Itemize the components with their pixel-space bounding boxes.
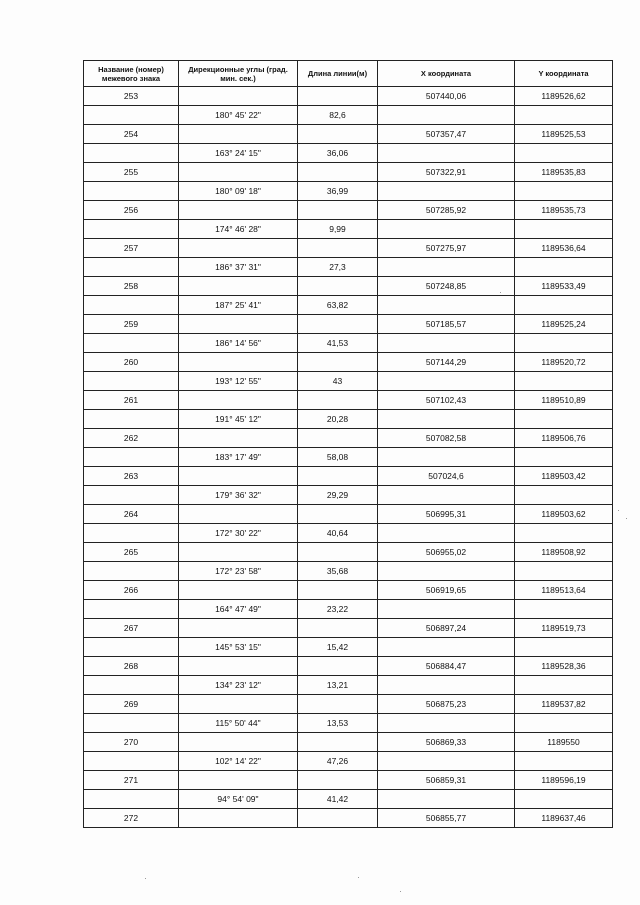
- segment-row: [84, 372, 613, 391]
- segment-row: [84, 220, 613, 239]
- header-y-coordinate: Y координата: [515, 61, 613, 87]
- point-name-cell: [84, 752, 179, 771]
- x-coordinate-cell: 506995,31: [378, 505, 515, 524]
- x-coordinate-cell: [378, 410, 515, 429]
- y-coordinate-cell: [515, 220, 613, 239]
- y-coordinate-cell: [515, 182, 613, 201]
- angle-cell: [179, 505, 298, 524]
- header-direction-angle: Дирекционные углы (град. мин. сек.): [179, 61, 298, 87]
- x-coordinate-cell: [378, 562, 515, 581]
- angle-cell: [179, 277, 298, 296]
- angle-cell: [179, 201, 298, 220]
- point-name-cell: [84, 638, 179, 657]
- point-row: [84, 733, 613, 752]
- segment-row: [84, 448, 613, 467]
- segment-row: [84, 676, 613, 695]
- point-name-cell: 261: [84, 391, 179, 410]
- x-coordinate-cell: [378, 220, 515, 239]
- angle-cell: 186° 37' 31": [179, 258, 298, 277]
- y-coordinate-cell: 1189510,89: [515, 391, 613, 410]
- length-cell: [298, 315, 378, 334]
- table-body: [84, 87, 613, 828]
- angle-cell: [179, 467, 298, 486]
- x-coordinate-cell: 506869,33: [378, 733, 515, 752]
- point-name-cell: [84, 220, 179, 239]
- point-name-cell: 270: [84, 733, 179, 752]
- point-name-cell: 267: [84, 619, 179, 638]
- angle-cell: [179, 315, 298, 334]
- y-coordinate-cell: [515, 752, 613, 771]
- angle-cell: [179, 239, 298, 258]
- length-cell: 13,21: [298, 676, 378, 695]
- y-coordinate-cell: [515, 486, 613, 505]
- angle-cell: 179° 36' 32": [179, 486, 298, 505]
- header-x-coordinate: X координата: [378, 61, 515, 87]
- y-coordinate-cell: [515, 448, 613, 467]
- point-row: [84, 619, 613, 638]
- x-coordinate-cell: 507275,97: [378, 239, 515, 258]
- length-cell: 20,28: [298, 410, 378, 429]
- angle-cell: [179, 429, 298, 448]
- point-name-cell: 257: [84, 239, 179, 258]
- y-coordinate-cell: 1189503,42: [515, 467, 613, 486]
- x-coordinate-cell: 506884,47: [378, 657, 515, 676]
- point-name-cell: [84, 562, 179, 581]
- segment-row: [84, 486, 613, 505]
- length-cell: [298, 581, 378, 600]
- angle-cell: [179, 619, 298, 638]
- point-name-cell: 260: [84, 353, 179, 372]
- length-cell: [298, 87, 378, 106]
- angle-cell: 172° 23' 58": [179, 562, 298, 581]
- point-name-cell: [84, 372, 179, 391]
- y-coordinate-cell: 1189520,72: [515, 353, 613, 372]
- y-coordinate-cell: 1189533,49: [515, 277, 613, 296]
- point-name-cell: 253: [84, 87, 179, 106]
- point-name-cell: 256: [84, 201, 179, 220]
- x-coordinate-cell: [378, 106, 515, 125]
- point-row: [84, 277, 613, 296]
- length-cell: 82,6: [298, 106, 378, 125]
- x-coordinate-cell: [378, 600, 515, 619]
- segment-row: [84, 182, 613, 201]
- segment-row: [84, 296, 613, 315]
- x-coordinate-cell: [378, 714, 515, 733]
- point-row: [84, 125, 613, 144]
- angle-cell: 134° 23' 12": [179, 676, 298, 695]
- y-coordinate-cell: [515, 296, 613, 315]
- point-row: [84, 657, 613, 676]
- length-cell: [298, 619, 378, 638]
- angle-cell: 174° 46' 28": [179, 220, 298, 239]
- angle-cell: 183° 17' 49": [179, 448, 298, 467]
- length-cell: [298, 201, 378, 220]
- x-coordinate-cell: 507248,85: [378, 277, 515, 296]
- y-coordinate-cell: 1189537,82: [515, 695, 613, 714]
- x-coordinate-cell: [378, 486, 515, 505]
- length-cell: [298, 543, 378, 562]
- point-name-cell: 263: [84, 467, 179, 486]
- x-coordinate-cell: [378, 448, 515, 467]
- point-row: [84, 467, 613, 486]
- length-cell: [298, 353, 378, 372]
- y-coordinate-cell: 1189526,62: [515, 87, 613, 106]
- point-row: [84, 315, 613, 334]
- length-cell: 40,64: [298, 524, 378, 543]
- x-coordinate-cell: 506919,65: [378, 581, 515, 600]
- coordinates-table: [83, 60, 613, 828]
- y-coordinate-cell: 1189525,53: [515, 125, 613, 144]
- segment-row: [84, 106, 613, 125]
- segment-row: [84, 524, 613, 543]
- point-name-cell: [84, 448, 179, 467]
- angle-cell: [179, 125, 298, 144]
- length-cell: [298, 657, 378, 676]
- point-name-cell: 262: [84, 429, 179, 448]
- point-name-cell: [84, 676, 179, 695]
- point-name-cell: [84, 334, 179, 353]
- length-cell: [298, 733, 378, 752]
- x-coordinate-cell: 506897,24: [378, 619, 515, 638]
- point-row: [84, 239, 613, 258]
- point-row: [84, 163, 613, 182]
- length-cell: 43: [298, 372, 378, 391]
- point-row: [84, 505, 613, 524]
- point-name-cell: 271: [84, 771, 179, 790]
- y-coordinate-cell: 1189535,83: [515, 163, 613, 182]
- x-coordinate-cell: 507322,91: [378, 163, 515, 182]
- angle-cell: [179, 391, 298, 410]
- segment-row: [84, 410, 613, 429]
- point-name-cell: [84, 258, 179, 277]
- length-cell: 41,42: [298, 790, 378, 809]
- x-coordinate-cell: 506859,31: [378, 771, 515, 790]
- point-name-cell: 272: [84, 809, 179, 828]
- angle-cell: 102° 14' 22": [179, 752, 298, 771]
- length-cell: [298, 239, 378, 258]
- length-cell: 58,08: [298, 448, 378, 467]
- length-cell: 23,22: [298, 600, 378, 619]
- point-name-cell: [84, 790, 179, 809]
- y-coordinate-cell: [515, 334, 613, 353]
- x-coordinate-cell: [378, 372, 515, 391]
- segment-row: [84, 600, 613, 619]
- y-coordinate-cell: 1189596,19: [515, 771, 613, 790]
- angle-cell: [179, 695, 298, 714]
- length-cell: [298, 771, 378, 790]
- x-coordinate-cell: [378, 258, 515, 277]
- point-name-cell: [84, 182, 179, 201]
- y-coordinate-cell: 1189535,73: [515, 201, 613, 220]
- point-name-cell: 265: [84, 543, 179, 562]
- segment-row: [84, 258, 613, 277]
- length-cell: 36,06: [298, 144, 378, 163]
- x-coordinate-cell: 507185,57: [378, 315, 515, 334]
- y-coordinate-cell: 1189525,24: [515, 315, 613, 334]
- point-name-cell: 255: [84, 163, 179, 182]
- point-name-cell: 269: [84, 695, 179, 714]
- length-cell: 27,3: [298, 258, 378, 277]
- point-name-cell: [84, 600, 179, 619]
- point-name-cell: 254: [84, 125, 179, 144]
- angle-cell: 187° 25' 41": [179, 296, 298, 315]
- length-cell: 15,42: [298, 638, 378, 657]
- angle-cell: 94° 54' 09": [179, 790, 298, 809]
- angle-cell: 172° 30' 22": [179, 524, 298, 543]
- x-coordinate-cell: 507082,58: [378, 429, 515, 448]
- point-row: [84, 695, 613, 714]
- x-coordinate-cell: 507102,43: [378, 391, 515, 410]
- y-coordinate-cell: [515, 714, 613, 733]
- angle-cell: [179, 657, 298, 676]
- length-cell: 36,99: [298, 182, 378, 201]
- point-name-cell: 268: [84, 657, 179, 676]
- point-row: [84, 809, 613, 828]
- y-coordinate-cell: [515, 106, 613, 125]
- point-name-cell: 264: [84, 505, 179, 524]
- y-coordinate-cell: [515, 410, 613, 429]
- angle-cell: [179, 733, 298, 752]
- segment-row: [84, 334, 613, 353]
- header-point-name: Название (номер) межевого знака: [84, 61, 179, 87]
- x-coordinate-cell: 507357,47: [378, 125, 515, 144]
- segment-row: [84, 752, 613, 771]
- point-name-cell: 266: [84, 581, 179, 600]
- length-cell: [298, 467, 378, 486]
- y-coordinate-cell: [515, 372, 613, 391]
- x-coordinate-cell: 507144,29: [378, 353, 515, 372]
- point-row: [84, 429, 613, 448]
- y-coordinate-cell: [515, 258, 613, 277]
- point-name-cell: [84, 296, 179, 315]
- y-coordinate-cell: [515, 638, 613, 657]
- x-coordinate-cell: [378, 524, 515, 543]
- point-name-cell: [84, 144, 179, 163]
- x-coordinate-cell: [378, 144, 515, 163]
- point-row: [84, 87, 613, 106]
- x-coordinate-cell: 506875,23: [378, 695, 515, 714]
- length-cell: 29,29: [298, 486, 378, 505]
- angle-cell: [179, 771, 298, 790]
- y-coordinate-cell: [515, 144, 613, 163]
- angle-cell: 115° 50' 44": [179, 714, 298, 733]
- angle-cell: [179, 353, 298, 372]
- length-cell: [298, 125, 378, 144]
- y-coordinate-cell: 1189550: [515, 733, 613, 752]
- y-coordinate-cell: 1189536,64: [515, 239, 613, 258]
- length-cell: [298, 163, 378, 182]
- point-row: [84, 391, 613, 410]
- point-name-cell: [84, 410, 179, 429]
- scan-speck: [618, 510, 619, 511]
- angle-cell: [179, 581, 298, 600]
- length-cell: [298, 695, 378, 714]
- angle-cell: [179, 809, 298, 828]
- length-cell: [298, 429, 378, 448]
- scan-speck: [145, 878, 146, 879]
- y-coordinate-cell: [515, 790, 613, 809]
- y-coordinate-cell: 1189508,92: [515, 543, 613, 562]
- segment-row: [84, 790, 613, 809]
- angle-cell: 164° 47' 49": [179, 600, 298, 619]
- x-coordinate-cell: [378, 334, 515, 353]
- x-coordinate-cell: [378, 676, 515, 695]
- y-coordinate-cell: 1189637,46: [515, 809, 613, 828]
- length-cell: [298, 505, 378, 524]
- y-coordinate-cell: [515, 562, 613, 581]
- angle-cell: 180° 45' 22": [179, 106, 298, 125]
- scan-speck: [500, 292, 501, 293]
- segment-row: [84, 144, 613, 163]
- x-coordinate-cell: [378, 790, 515, 809]
- y-coordinate-cell: 1189503,62: [515, 505, 613, 524]
- point-name-cell: [84, 106, 179, 125]
- angle-cell: 145° 53' 15": [179, 638, 298, 657]
- x-coordinate-cell: [378, 182, 515, 201]
- y-coordinate-cell: 1189519,73: [515, 619, 613, 638]
- x-coordinate-cell: 507440,06: [378, 87, 515, 106]
- length-cell: 9,99: [298, 220, 378, 239]
- point-row: [84, 201, 613, 220]
- point-row: [84, 543, 613, 562]
- scan-speck: [626, 518, 627, 519]
- point-row: [84, 771, 613, 790]
- x-coordinate-cell: 507024,6: [378, 467, 515, 486]
- point-name-cell: 259: [84, 315, 179, 334]
- segment-row: [84, 638, 613, 657]
- length-cell: 13,53: [298, 714, 378, 733]
- angle-cell: [179, 543, 298, 562]
- y-coordinate-cell: [515, 600, 613, 619]
- header-line-length: Длина линии(м): [298, 61, 378, 87]
- length-cell: 47,26: [298, 752, 378, 771]
- point-row: [84, 353, 613, 372]
- angle-cell: [179, 163, 298, 182]
- y-coordinate-cell: [515, 676, 613, 695]
- scan-speck: [358, 877, 359, 878]
- length-cell: 35,68: [298, 562, 378, 581]
- segment-row: [84, 714, 613, 733]
- angle-cell: 163° 24' 15": [179, 144, 298, 163]
- length-cell: [298, 809, 378, 828]
- angle-cell: 186° 14' 56": [179, 334, 298, 353]
- angle-cell: 193° 12' 55": [179, 372, 298, 391]
- angle-cell: [179, 87, 298, 106]
- y-coordinate-cell: 1189528,36: [515, 657, 613, 676]
- angle-cell: 180° 09' 18": [179, 182, 298, 201]
- length-cell: 41,53: [298, 334, 378, 353]
- table-header-row: [84, 61, 613, 87]
- point-name-cell: 258: [84, 277, 179, 296]
- segment-row: [84, 562, 613, 581]
- point-row: [84, 581, 613, 600]
- length-cell: 63,82: [298, 296, 378, 315]
- x-coordinate-cell: [378, 752, 515, 771]
- x-coordinate-cell: 506955,02: [378, 543, 515, 562]
- x-coordinate-cell: 507285,92: [378, 201, 515, 220]
- y-coordinate-cell: 1189513,64: [515, 581, 613, 600]
- length-cell: [298, 391, 378, 410]
- x-coordinate-cell: [378, 638, 515, 657]
- length-cell: [298, 277, 378, 296]
- point-name-cell: [84, 714, 179, 733]
- point-name-cell: [84, 524, 179, 543]
- y-coordinate-cell: 1189506,76: [515, 429, 613, 448]
- angle-cell: 191° 45' 12": [179, 410, 298, 429]
- scan-speck: [400, 891, 401, 892]
- point-name-cell: [84, 486, 179, 505]
- x-coordinate-cell: 506855,77: [378, 809, 515, 828]
- x-coordinate-cell: [378, 296, 515, 315]
- y-coordinate-cell: [515, 524, 613, 543]
